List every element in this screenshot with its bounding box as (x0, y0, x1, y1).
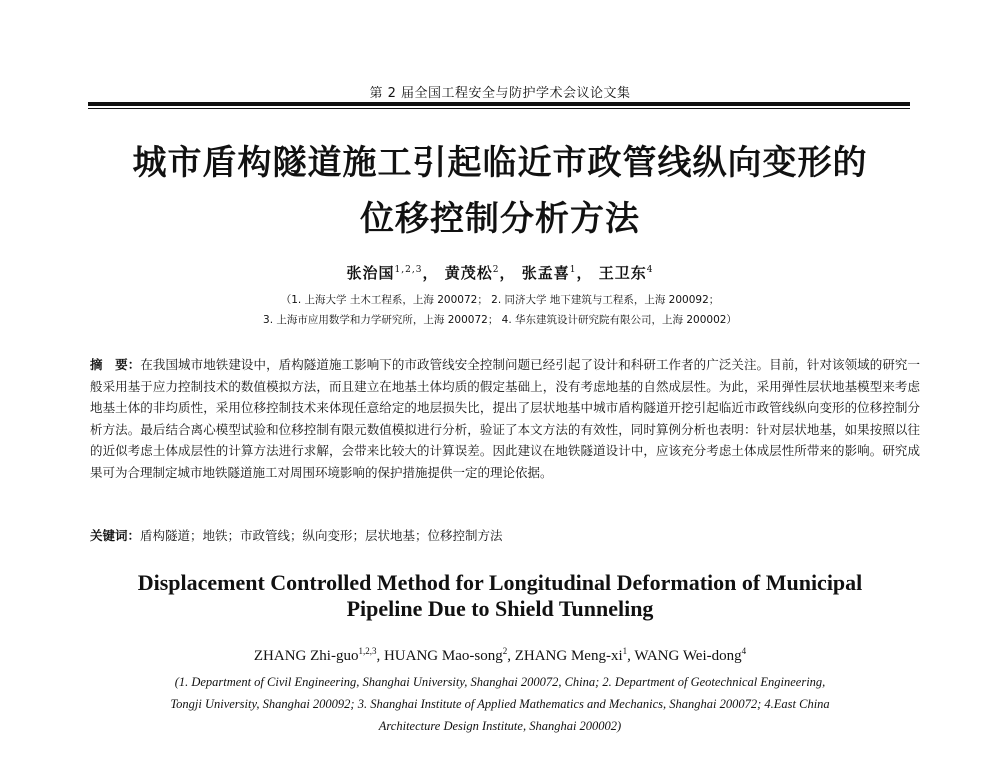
cn-author-1-sup: 1,2,3 (394, 265, 423, 275)
en-affiliation-line1: (1. Department of Civil Engineering, Shanghai University, Shanghai 200072, China; 2. Department of Geotechnical Engineering, (174, 675, 826, 689)
header-rule-thick (88, 102, 910, 106)
cn-title-line1: 城市盾构隧道施工引起临近市政管线纵向变形的 (132, 143, 868, 183)
en-author-2-name: HUANG Mao-song (383, 648, 503, 664)
cn-affiliation-line2: 3. 上海市应用数学和力学研究所，上海 200072； 4. 华东建筑设计研究院有限公司，上海 200002） (263, 314, 737, 326)
cn-author-1-sep: ， (422, 264, 439, 282)
cn-keywords-label: 关键词： (90, 528, 141, 543)
en-author-1-sup: 1,2,3 (358, 646, 377, 656)
en-author-3-name: ZHANG Meng-xi (514, 648, 623, 664)
en-author-1 (254, 648, 384, 664)
header-rule-thin (88, 108, 910, 109)
en-author-3-sup: 1 (622, 646, 628, 656)
en-title-line1: Displacement Controlled Method for Longitudinal Deformation of Municipal (137, 570, 863, 595)
en-author-1-name: ZHANG Zhi-guo (253, 648, 359, 664)
cn-author-3 (522, 264, 593, 282)
cn-author-1-name: 张治国 (346, 264, 395, 282)
cn-authors (0, 262, 1000, 283)
en-author-4-sup: 4 (741, 646, 747, 656)
cn-author-1 (347, 264, 439, 282)
cn-keywords (90, 526, 920, 544)
cn-author-2-name: 黄茂松 (444, 264, 493, 282)
cn-abstract (90, 354, 920, 483)
en-author-2 (384, 648, 515, 664)
en-author-3 (515, 648, 635, 664)
cn-affiliation-line1: （1. 上海大学 土木工程系，上海 200072； 2. 同济大学 地下建筑与工程系，上海 200092； (280, 294, 720, 306)
en-affiliation-line3: Architecture Design Institute, Shanghai 200002) (378, 719, 622, 733)
cn-abstract-text: 在我国城市地铁建设中，盾构隧道施工影响下的市政管线安全控制问题已经引起了设计和科研工作者的广泛关注。目前，针对该领域的研究一般采用基于应力控制技术的数值模拟方法，而且建立在地基土体均质的假定基础上，没有考虑地基的自然成层性。为此，采用弹性层状地基模型来考虑地基土体的非均质性，采用位移控制技术来体现任意给定的地层损失比，提出了层状地基中城市盾构隧道开挖引起临近市政管线纵向变形的位移控制分析方法。最后结合离心模型试验和位移控制有限元数值模拟进行分析，验证了本文方法的有效性，同时算例分析也表明：针对层状地基，如果按照以往的近似考虑土体成层性的计算方法进行求解，会带来比较大的计算误差。因此建议在地铁隧道设计中，应该充分考虑土体成层性所带来的影响。研究成果可为合理制定城市地铁隧道施工对周围环境影响的保护措施提供一定的理论依据。 (90, 357, 920, 480)
en-author-2-sep: , (507, 648, 515, 664)
cn-author-2-sup: 2 (492, 265, 500, 275)
en-author-2-sup: 2 (502, 646, 508, 656)
en-title-line2: Pipeline Due to Shield Tunneling (346, 596, 654, 621)
cn-abstract-label: 摘 要： (90, 357, 141, 372)
en-author-3-sep: , (627, 648, 635, 664)
cn-author-4-sup: 4 (646, 265, 654, 275)
cn-author-4-name: 王卫东 (598, 264, 647, 282)
cn-keywords-text: 盾构隧道；地铁；市政管线；纵向变形；层状地基；位移控制方法 (140, 528, 503, 543)
en-author-4 (634, 648, 746, 664)
cn-title-line2: 位移控制分析方法 (360, 199, 640, 239)
running-head: 第 2 届全国工程安全与防护学术会议论文集 (369, 86, 631, 101)
cn-author-2-sep: ， (499, 264, 516, 282)
cn-author-4 (599, 264, 654, 282)
en-authors (0, 646, 1000, 665)
cn-author-2 (445, 264, 516, 282)
en-author-1-sep: , (376, 648, 384, 664)
en-author-4-name: WANG Wei-dong (634, 648, 742, 664)
cn-author-3-name: 张孟喜 (521, 264, 570, 282)
cn-author-3-sup: 1 (569, 265, 577, 275)
cn-author-3-sep: ， (576, 264, 593, 282)
en-affiliation-line2: Tongji University, Shanghai 200092; 3. Shanghai Institute of Applied Mathematics and Mechanics, Shanghai 200072; 4.East China (170, 697, 830, 711)
